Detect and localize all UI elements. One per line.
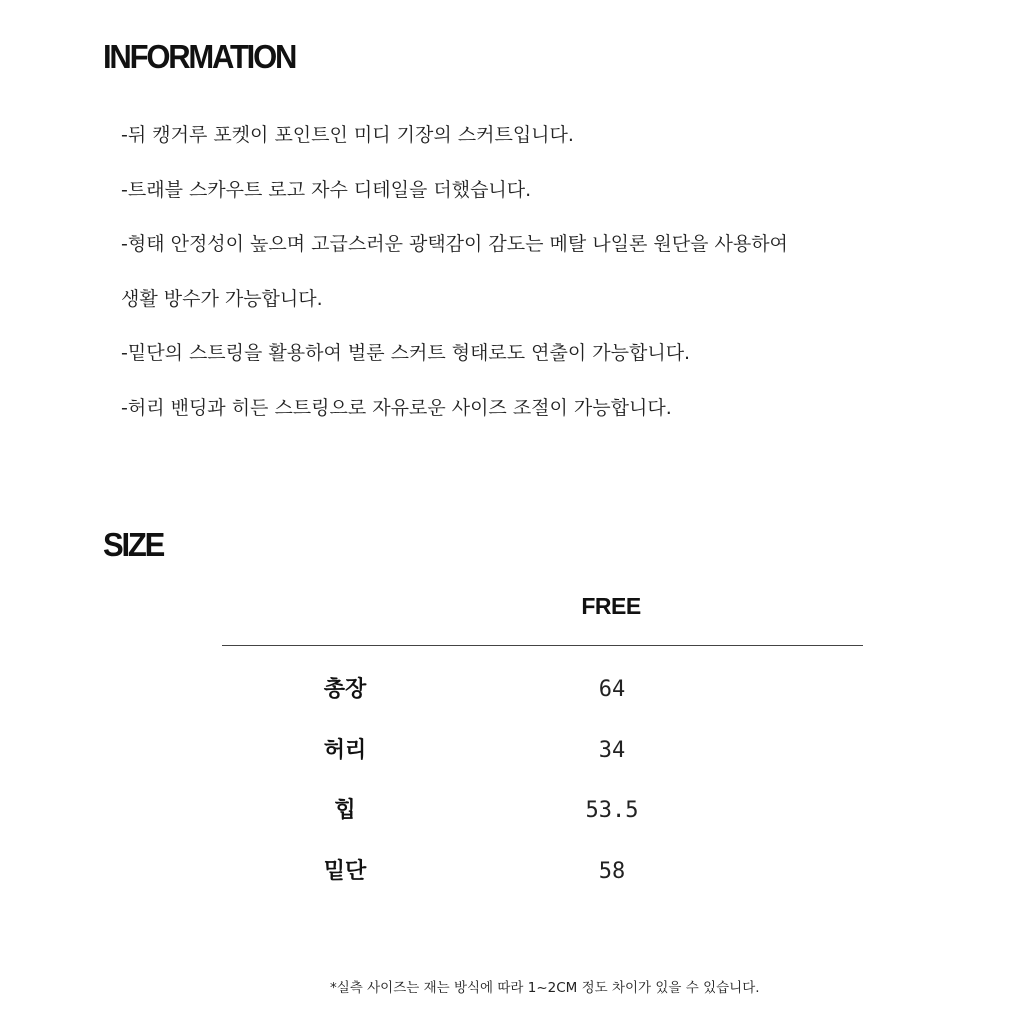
information-line: -형태 안정성이 높으며 고급스러운 광택감이 감도는 메탈 나일론 원단을 사용하여 <box>121 233 788 255</box>
size-table-body <box>222 673 863 915</box>
size-heading: SIZE <box>103 526 164 564</box>
information-line: -밑단의 스트링을 활용하여 벌룬 스커트 형태로도 연출이 가능합니다. <box>121 342 691 364</box>
size-table-header: FREE <box>222 585 863 646</box>
information-heading: INFORMATION <box>103 38 296 76</box>
size-row-hem: 밑단 58 <box>323 858 626 884</box>
information-line: 생활 방수가 가능합니다. <box>121 287 323 310</box>
information-line: -허리 밴딩과 히든 스트링으로 자유로운 사이즈 조절이 가능합니다. <box>121 396 672 419</box>
information-line: -트래블 스카우트 로고 자수 디테일을 더했습니다. <box>121 178 532 201</box>
information-list <box>121 119 788 446</box>
size-table <box>222 585 863 915</box>
information-line: -뒤 캥거루 포켓이 포인트인 미디 기장의 스커트입니다. <box>121 124 574 146</box>
size-row-hip: 힙 53.5 <box>334 798 639 823</box>
size-row-waist: 허리 34 <box>323 737 626 763</box>
size-row-total-length: 총장 64 <box>323 677 626 702</box>
size-measurement-note: *실측 사이즈는 재는 방식에 따라 1~2CM 정도 차이가 있을 수 있습니다. <box>330 980 760 996</box>
